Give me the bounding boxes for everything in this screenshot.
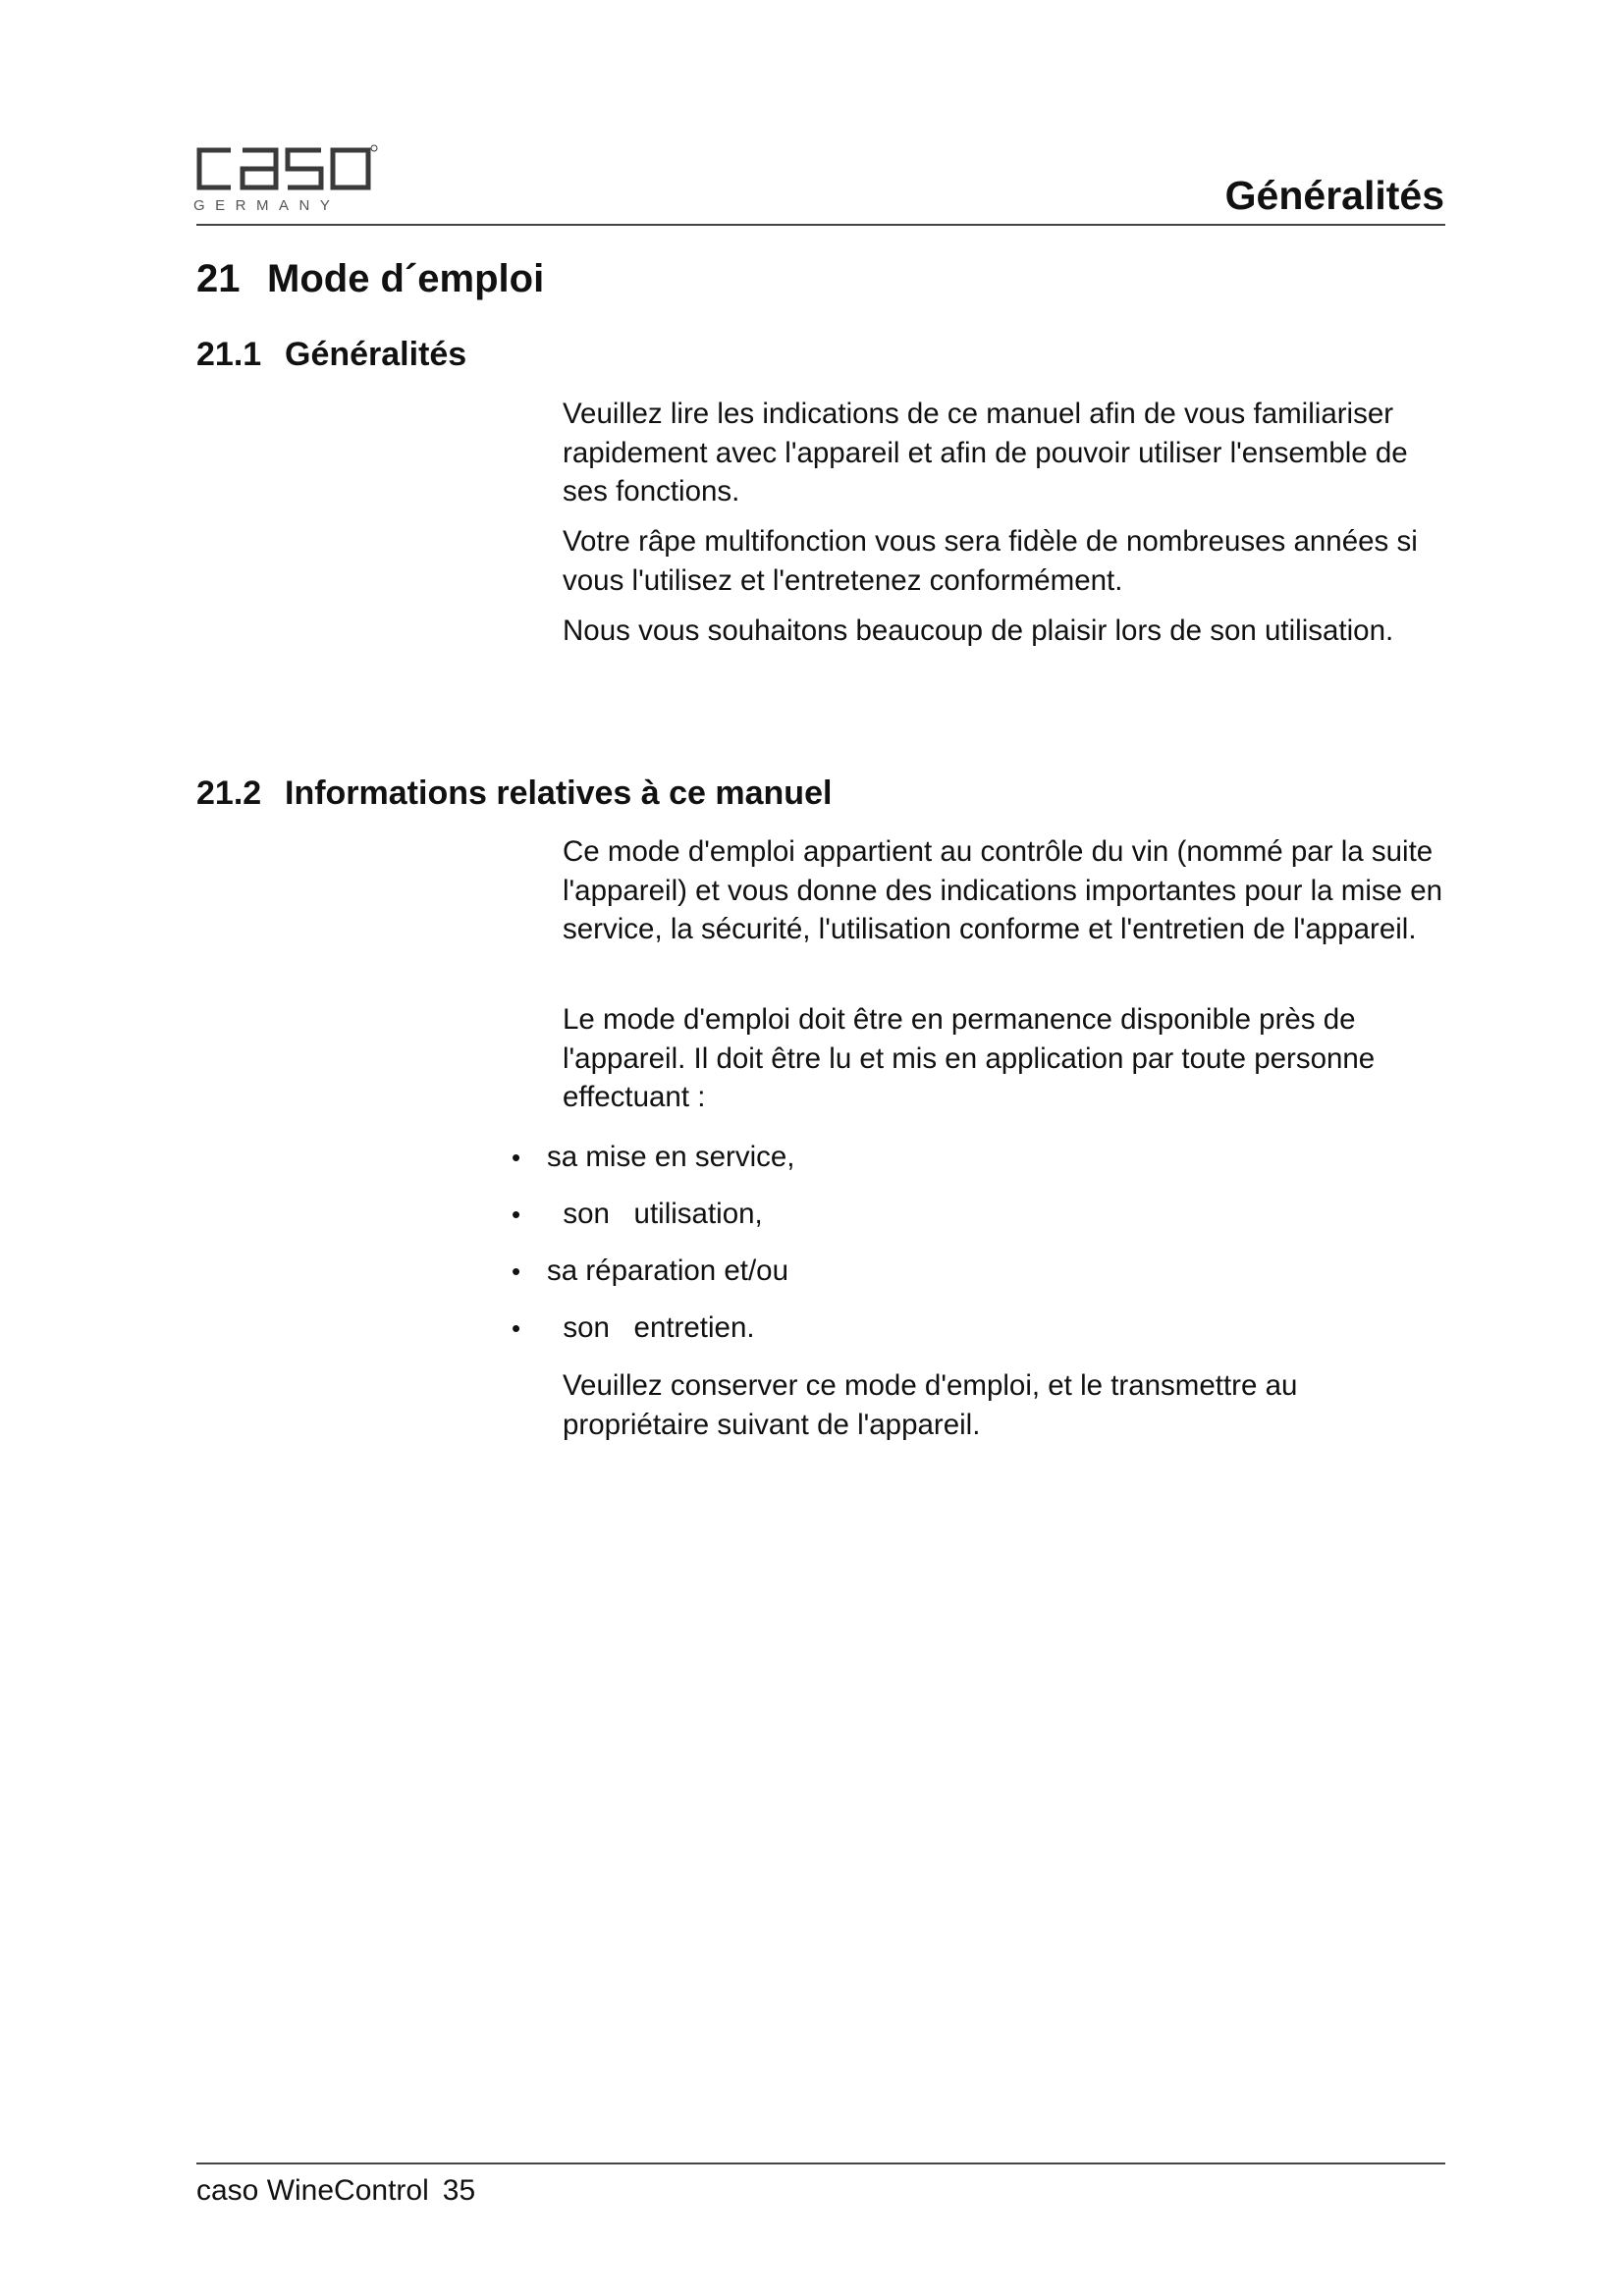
header-divider (196, 224, 1445, 226)
paragraph-closing: Veuillez conserver ce mode d'emploi, et le transmettre au propriétaire suivant de l'appareil. (563, 1369, 1298, 1441)
bullet-icon: • (512, 1313, 521, 1343)
subsection-number: 21.1 (196, 336, 262, 373)
list-item-text: son utilisation, (547, 1198, 763, 1230)
bullet-icon: • (512, 1200, 521, 1229)
list-item (512, 1252, 788, 1292)
list-item (512, 1138, 794, 1178)
bullet-icon: • (512, 1143, 521, 1172)
subsection-title: Informations relatives à ce manuel (285, 774, 833, 812)
header-title: Généralités (1224, 173, 1444, 218)
caso-logo-mark (191, 142, 378, 201)
paragraph: Ce mode d'emploi appartient au contrôle du vin (nommé par la suite l'appareil) et vous donne des indications importantes pour la mise en service, la sécurité, l'utilisation conforme et l'entretien de l'appareil. (563, 835, 1443, 945)
subsection-heading-21-1 (196, 336, 466, 374)
paragraph: Nous vous souhaitons beaucoup de plaisir lors de son utilisation. (563, 614, 1394, 647)
subsection-number: 21.2 (196, 774, 262, 812)
logo-subtext: GERMANY (193, 197, 341, 214)
caso-logo (191, 142, 378, 231)
page-number: 35 (442, 2174, 476, 2207)
paragraph: Votre râpe multifonction vous sera fidèle de nombreuses années si vous l'utilisez et l'entretenez conformément. (563, 525, 1418, 597)
footer-divider (196, 2163, 1445, 2164)
footer-product: caso WineControl (196, 2174, 429, 2207)
list-item-text: son entretien. (547, 1311, 755, 1344)
subsection-title: Généralités (285, 336, 467, 373)
list-item-text: sa réparation et/ou (547, 1255, 788, 1287)
paragraph: Veuillez lire les indications de ce manuel afin de vous familiariser rapidement avec l'appareil et afin de pouvoir utiliser l'ensemble de ses fonctions. (563, 398, 1408, 507)
list-item (512, 1308, 755, 1349)
section-number: 21 (196, 257, 241, 300)
footer (196, 2174, 475, 2208)
bullet-icon: • (512, 1256, 521, 1286)
paragraph: Le mode d'emploi doit être en permanence disponible près de l'appareil. Il doit être lu et mis en application par toute personne effectuant : (563, 1003, 1376, 1113)
section-title: Mode d´emploi (267, 257, 545, 300)
subsection-heading-21-2 (196, 774, 832, 813)
section-heading (196, 257, 544, 301)
list-item-text: sa mise en service, (547, 1141, 795, 1173)
list-item (512, 1195, 763, 1235)
